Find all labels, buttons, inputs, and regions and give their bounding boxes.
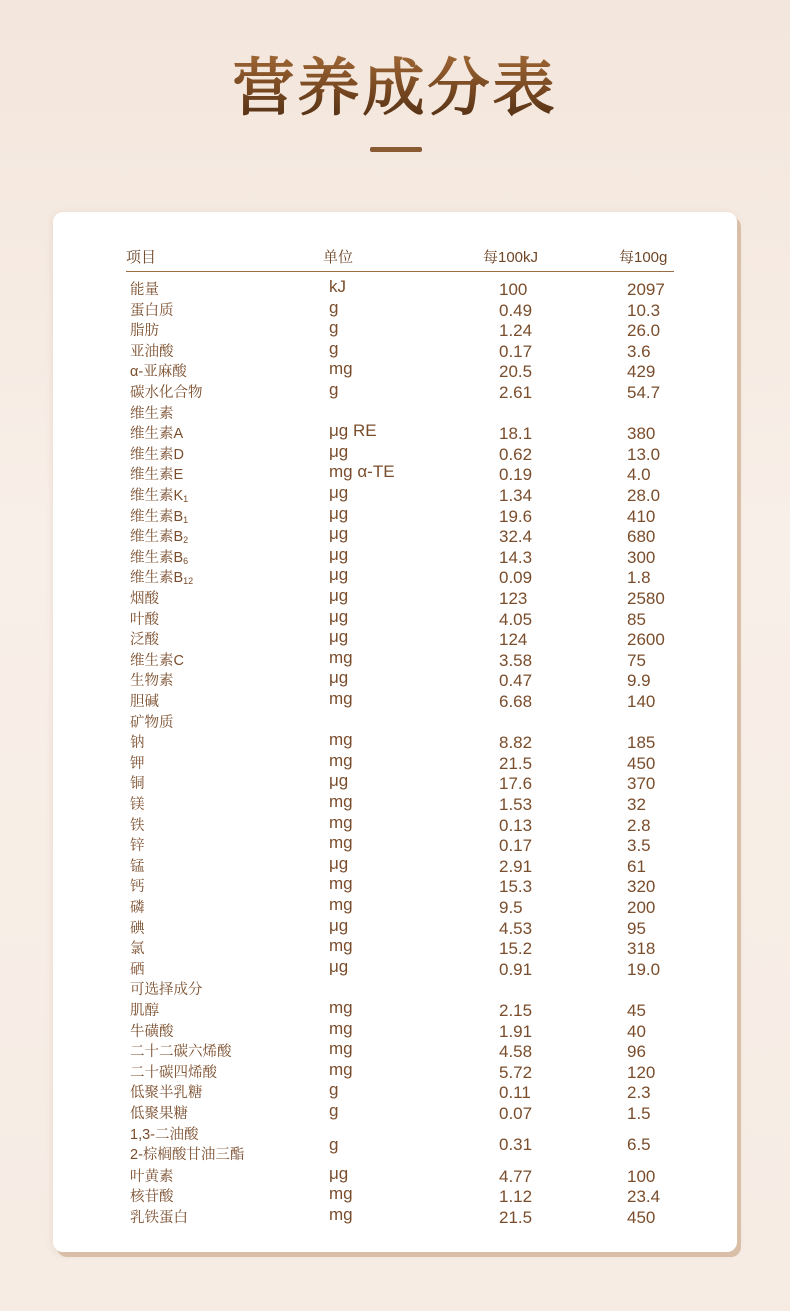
value-per-100g: 95 — [627, 918, 646, 938]
value-per-100g: 28.0 — [627, 486, 661, 505]
nutrient-unit: mg — [329, 647, 353, 667]
value-per-100kj: 2.15 — [499, 1001, 533, 1020]
value-per-100g: 9.9 — [627, 671, 651, 691]
value-per-100g: 200 — [627, 898, 656, 917]
nutrient-unit: mg — [329, 874, 353, 894]
value-per-100kj: 4.05 — [499, 609, 533, 629]
value-per-100g: 26.0 — [627, 321, 661, 341]
table-row — [0, 1018, 790, 1042]
nutrient-name: 锰 — [130, 858, 145, 875]
table-row — [0, 359, 790, 382]
nutrient-unit: mg — [329, 792, 353, 811]
value-per-100g: 410 — [627, 506, 656, 526]
value-per-100kj: 4.58 — [499, 1042, 533, 1062]
nutrient-unit: μg — [329, 524, 349, 544]
nutrient-unit: g — [329, 1080, 339, 1100]
table-row — [0, 730, 790, 753]
nutrient-name: 肌醇 — [130, 1003, 159, 1019]
value-per-100kj: 1.34 — [499, 486, 533, 505]
value-per-100kj: 5.72 — [499, 1062, 533, 1082]
table-row — [0, 338, 790, 362]
value-per-100g: 680 — [627, 527, 656, 547]
nutrient-unit: mg — [329, 1184, 353, 1204]
table-row — [0, 565, 790, 588]
nutrient-name: 维生素C — [130, 652, 184, 669]
nutrient-name: 二十二碳六烯酸 — [130, 1044, 232, 1061]
value-per-100g: 450 — [627, 753, 656, 773]
value-per-100g: 140 — [627, 692, 656, 711]
nutrient-unit: g — [329, 338, 339, 358]
table-row — [0, 1039, 790, 1062]
nutrient-name: 脂肪 — [130, 323, 159, 340]
value-per-100g: 2097 — [627, 280, 665, 299]
value-per-100kj: 0.31 — [499, 1134, 533, 1154]
table-row — [0, 980, 790, 1000]
table-row — [0, 895, 790, 918]
nutrient-name: 锌 — [130, 838, 145, 855]
table-row — [0, 483, 790, 506]
value-per-100g: 85 — [627, 609, 646, 629]
nutrient-name: 碳水化合物 — [130, 385, 203, 401]
value-per-100kj: 0.11 — [499, 1083, 531, 1103]
table-row — [0, 404, 790, 424]
value-per-100g: 450 — [627, 1208, 656, 1227]
nutrient-unit: g — [329, 1101, 339, 1120]
nutrient-name: 二十碳四烯酸 — [130, 1064, 217, 1081]
table-row — [0, 956, 790, 980]
nutrient-unit: mg — [329, 689, 353, 708]
nutrient-name: 维生素D — [130, 446, 184, 463]
table-row — [0, 586, 790, 609]
value-per-100g: 6.5 — [627, 1134, 651, 1154]
nutrient-name: 磷 — [130, 900, 145, 916]
value-per-100g: 96 — [627, 1042, 646, 1062]
nutrient-name: 镁 — [130, 797, 145, 813]
value-per-100g: 75 — [627, 650, 646, 670]
nutrient-name: 碘 — [130, 920, 145, 937]
value-per-100g: 3.5 — [627, 836, 651, 856]
value-per-100kj: 0.09 — [499, 568, 533, 588]
value-per-100kj: 14.3 — [499, 547, 533, 567]
nutrient-unit: mg — [329, 730, 353, 750]
value-per-100kj: 0.91 — [499, 959, 533, 979]
nutrient-unit: μg — [329, 668, 349, 688]
nutrient-unit: mg — [329, 359, 353, 379]
value-per-100g: 320 — [627, 877, 656, 897]
value-per-100kj: 0.19 — [499, 465, 533, 485]
nutrient-unit: μg — [329, 1163, 349, 1183]
table-row — [0, 750, 790, 774]
value-per-100kj: 0.17 — [499, 836, 533, 856]
table-row — [0, 668, 790, 691]
value-per-100g: 3.6 — [627, 341, 651, 361]
nutrient-unit: μg — [329, 503, 349, 523]
nutrient-unit: mg — [329, 833, 353, 853]
table-row — [0, 1205, 790, 1228]
value-per-100kj: 1.91 — [499, 1021, 533, 1041]
table-row — [0, 812, 790, 836]
nutrient-name: 低聚果糖 — [130, 1106, 188, 1122]
nutrient-unit: μg — [329, 956, 349, 976]
value-per-100kj: 8.82 — [499, 733, 533, 753]
page-title: 营养成分表 — [0, 38, 790, 127]
table-row — [0, 524, 790, 547]
nutrient-name: 维生素$B_1$ — [130, 508, 189, 525]
value-per-100kj: 0.07 — [499, 1104, 533, 1123]
table-row — [0, 277, 790, 300]
nutrient-name: 1,3-二油酸 2-棕榈酸甘油三酯 — [130, 1126, 245, 1163]
nutrient-unit: kJ — [329, 277, 346, 296]
table-row — [0, 998, 790, 1021]
value-per-100g: 40 — [627, 1021, 646, 1041]
table-row — [0, 853, 790, 877]
value-per-100kj: 19.6 — [499, 506, 533, 526]
nutrient-unit: g — [329, 297, 339, 317]
table-row — [0, 689, 790, 712]
value-per-100kj: 100 — [499, 280, 528, 299]
nutrient-name: 能量 — [130, 282, 159, 298]
table-row — [0, 915, 790, 939]
value-per-100g: 45 — [627, 1001, 646, 1020]
table-row — [0, 297, 790, 321]
table-row — [0, 380, 790, 403]
value-per-100g: 54.7 — [627, 383, 661, 402]
nutrient-name: 低聚半乳糖 — [130, 1085, 203, 1102]
value-per-100g: 13.0 — [627, 444, 661, 464]
title-divider — [370, 147, 422, 152]
value-per-100g: 61 — [627, 856, 646, 876]
value-per-100kj: 123 — [499, 589, 528, 608]
value-per-100kj: 3.58 — [499, 650, 533, 670]
value-per-100kj: 2.61 — [499, 383, 533, 402]
table-row — [0, 1163, 790, 1187]
value-per-100g: 429 — [627, 362, 656, 382]
value-per-100kj: 124 — [499, 630, 528, 650]
nutrient-name: 核苷酸 — [130, 1189, 174, 1206]
nutrient-name: 氯 — [130, 941, 145, 958]
nutrient-unit: mg — [329, 1018, 353, 1038]
table-row — [0, 771, 790, 794]
value-per-100g: 2.3 — [627, 1083, 651, 1103]
value-per-100g: 32 — [627, 795, 646, 814]
table-row — [0, 647, 790, 671]
value-per-100kj: 15.2 — [499, 939, 533, 959]
value-per-100kj: 21.5 — [499, 1208, 533, 1227]
table-row — [0, 627, 790, 650]
table-row — [0, 441, 790, 465]
nutrient-name: 维生素$B_2$ — [130, 529, 189, 546]
nutrient-name: 钾 — [130, 755, 145, 772]
nutrient-unit: mg — [329, 1059, 353, 1079]
nutrient-name: 生物素 — [130, 673, 174, 690]
value-per-100g: 1.5 — [627, 1104, 651, 1123]
nutrient-unit: mg — [329, 1205, 353, 1224]
nutrient-name: α-亚麻酸 — [130, 364, 187, 381]
value-per-100kj: 18.1 — [499, 424, 533, 444]
nutrient-name: 维生素$B_6$ — [130, 549, 189, 566]
table-row — [0, 1184, 790, 1207]
table-row — [0, 874, 790, 897]
value-per-100g: 380 — [627, 424, 656, 444]
value-per-100kj: 4.53 — [499, 918, 533, 938]
table-row — [0, 1125, 790, 1167]
header-unit: 单位 — [323, 249, 354, 266]
value-per-100kj: 1.12 — [499, 1187, 533, 1207]
value-per-100g: 4.0 — [627, 465, 651, 485]
nutrient-name: 硒 — [130, 961, 145, 978]
nutrient-name: 维生素E — [130, 467, 184, 484]
nutrient-unit: μg — [329, 565, 349, 585]
value-per-100kj: 1.53 — [499, 795, 533, 814]
nutrient-unit: μg — [329, 627, 349, 647]
value-per-100g: 10.3 — [627, 300, 661, 320]
value-per-100kj: 0.47 — [499, 671, 533, 691]
value-per-100kj: 21.5 — [499, 753, 533, 773]
nutrient-name: 维生素A — [130, 426, 184, 443]
nutrient-unit: mg — [329, 895, 353, 914]
table-row — [0, 1080, 790, 1103]
value-per-100g: 2.8 — [627, 815, 651, 835]
table-row — [0, 936, 790, 959]
nutrient-name: 烟酸 — [130, 591, 159, 607]
value-per-100kj: 0.49 — [499, 300, 533, 320]
value-per-100g: 2600 — [627, 630, 665, 650]
table-row — [0, 606, 790, 630]
nutrient-name: 维生素 — [130, 405, 174, 422]
nutrient-name: 胆碱 — [130, 694, 159, 710]
nutrient-unit: μg — [329, 915, 349, 935]
table-header — [126, 244, 674, 272]
nutrient-unit: μg — [329, 606, 349, 626]
value-per-100kj: 0.17 — [499, 341, 533, 361]
nutrient-unit: mg — [329, 998, 353, 1017]
nutrient-unit: g — [329, 1134, 339, 1154]
nutrient-name: 亚油酸 — [130, 343, 174, 360]
value-per-100g: 120 — [627, 1062, 656, 1082]
header-per-100g: 每100g — [619, 249, 668, 266]
nutrient-unit: μg — [329, 544, 349, 564]
nutrient-unit: mg — [329, 750, 353, 770]
nutrient-name: 乳铁蛋白 — [130, 1210, 188, 1226]
value-per-100g: 318 — [627, 939, 656, 959]
header-per-100kj: 每100kJ — [483, 249, 539, 266]
table-row — [0, 503, 790, 527]
nutrient-unit: μg — [329, 586, 349, 605]
table-row — [0, 833, 790, 856]
nutrient-name: 维生素$K_1$ — [130, 488, 189, 504]
table-row — [0, 544, 790, 568]
nutrient-unit: mg — [329, 936, 353, 956]
value-per-100kj: 9.5 — [499, 898, 523, 917]
value-per-100g: 2580 — [627, 589, 665, 608]
table-row — [0, 421, 790, 444]
nutrient-name: 泛酸 — [130, 632, 159, 649]
value-per-100kj: 17.6 — [499, 774, 533, 794]
nutrient-name: 钙 — [130, 879, 145, 896]
value-per-100g: 300 — [627, 547, 656, 567]
nutrient-unit: mg — [329, 812, 353, 832]
table-row — [0, 318, 790, 341]
nutrient-unit: μg — [329, 771, 349, 791]
nutrient-name: 蛋白质 — [130, 302, 174, 319]
nutrient-unit: μg RE — [329, 421, 377, 441]
nutrient-name: 叶黄素 — [130, 1168, 174, 1185]
table-row — [0, 713, 790, 733]
value-per-100kj: 0.13 — [499, 815, 533, 835]
nutrient-name: 铜 — [130, 776, 145, 793]
value-per-100kj: 15.3 — [499, 877, 533, 897]
table-row — [0, 462, 790, 485]
value-per-100g: 23.4 — [627, 1187, 661, 1207]
nutrient-unit: g — [329, 380, 339, 399]
value-per-100kj: 6.68 — [499, 692, 533, 711]
value-per-100g: 100 — [627, 1166, 656, 1186]
nutrient-name: 可选择成分 — [130, 982, 203, 999]
table-row — [0, 1059, 790, 1083]
nutrient-name: 牛磺酸 — [130, 1023, 174, 1040]
value-per-100kj: 1.24 — [499, 321, 533, 341]
table-row — [0, 1101, 790, 1124]
value-per-100g: 185 — [627, 733, 656, 753]
value-per-100g: 1.8 — [627, 568, 651, 588]
value-per-100g: 19.0 — [627, 959, 661, 979]
nutrient-unit: mg — [329, 1039, 353, 1059]
value-per-100kj: 32.4 — [499, 527, 533, 547]
nutrient-name: 维生素$B_{12}$ — [130, 570, 194, 587]
nutrient-name: 铁 — [130, 817, 145, 834]
nutrient-unit: μg — [329, 483, 349, 502]
value-per-100g: 370 — [627, 774, 656, 794]
value-per-100kj: 20.5 — [499, 362, 533, 382]
nutrient-name: 钠 — [130, 735, 145, 752]
nutrient-name: 叶酸 — [130, 611, 159, 628]
header-item: 项目 — [126, 249, 157, 266]
nutrient-unit: g — [329, 318, 339, 338]
nutrient-unit: μg — [329, 853, 349, 873]
value-per-100kj: 0.62 — [499, 444, 533, 464]
table-row — [0, 792, 790, 815]
nutrient-unit: μg — [329, 441, 349, 461]
value-per-100kj: 2.91 — [499, 856, 533, 876]
nutrient-name: 矿物质 — [130, 714, 174, 731]
value-per-100kj: 4.77 — [499, 1166, 533, 1186]
nutrient-unit: mg α-TE — [329, 462, 395, 482]
